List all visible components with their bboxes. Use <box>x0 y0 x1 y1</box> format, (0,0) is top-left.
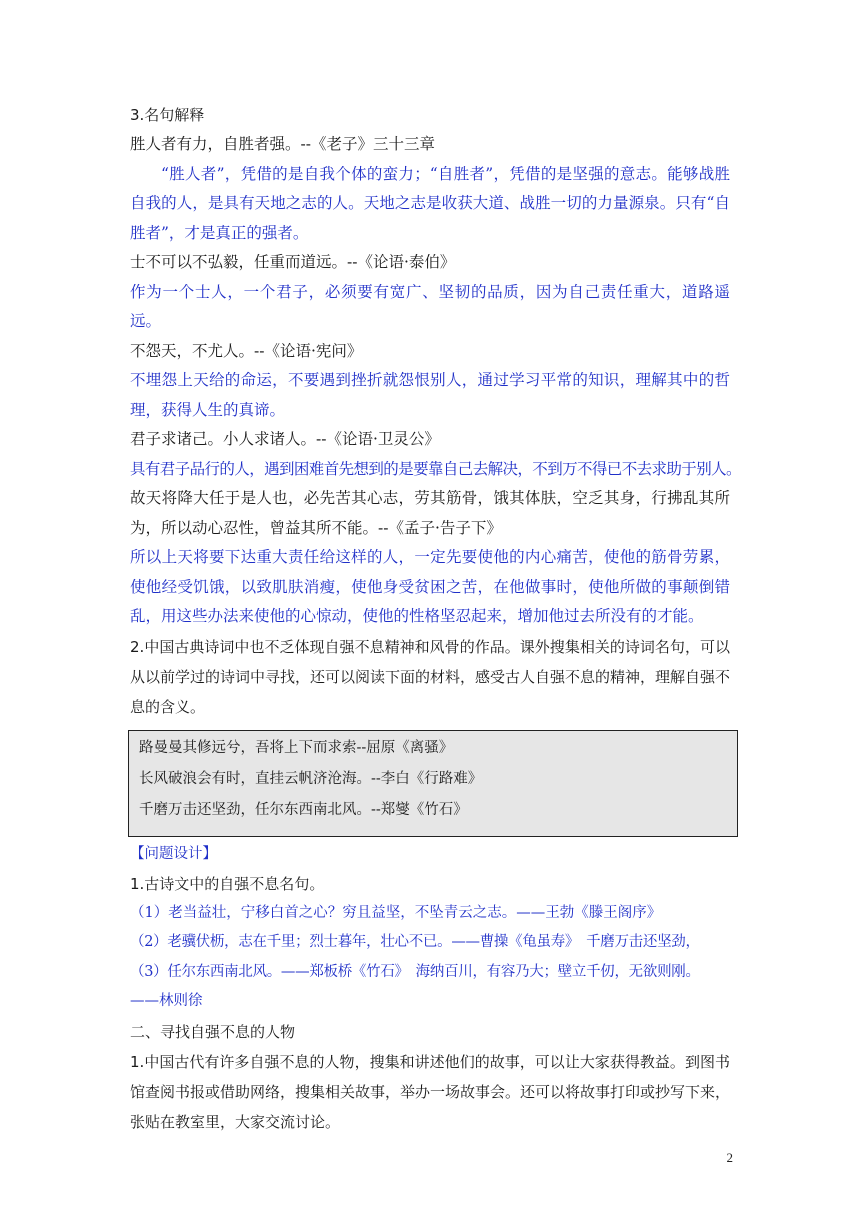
answer-line-1: （1）老当益壮，宁移白首之心？穷且益坚，不坠青云之志。——王勃《滕王阁序》 <box>130 904 662 921</box>
quote-2-explanation: 作为一个士人，一个君子，必须要有宽广、坚韧的品质，因为自己责任重大，道路遥远。 <box>130 282 730 330</box>
quote-5-explanation: 所以上天将要下达重大责任给这样的人，一定先要使他的内心痛苦，使他的筋骨劳累，使他经受饥饿，以致肌肤消瘦，使他身受贫困之苦，在他做事时，使他所做的事颠倒错乱，用这些办法来使他的心惊动，使他的性格坚忍起来，增加他过去所没有的才能。 <box>130 548 730 625</box>
poem-line: 长风破浪会有时，直挂云帆济沧海。--李白《行路难》 <box>139 770 483 787</box>
answer-line-2: （2）老骥伏枥，志在千里；烈士暮年，壮心不已。——曹操《龟虽寿》 千磨万击还坚劲， <box>130 934 700 950</box>
section-2-heading: 二、寻找自强不息的人物 <box>130 1022 296 1041</box>
poem-quote-box <box>128 730 738 837</box>
quote-5: 故天将降大任于是人也，必先苦其心志，劳其筋骨，饿其体肤，空乏其身，行拂乱其所为，所以动心忍性，曾益其所不能。--《孟子·告子下》 <box>130 489 730 537</box>
question-1-heading: 1.古诗文中的自强不息名句。 <box>130 874 325 893</box>
document-page <box>130 100 741 1137</box>
poem-line: 千磨万击还坚劲，任尔东西南北风。--郑燮《竹石》 <box>139 801 468 818</box>
quote-1: 胜人者有力，自胜者强。--《老子》三十三章 <box>130 135 435 153</box>
quote-4-explanation: 具有君子品行的人，遇到困难首先想到的是要靠自己去解决，不到万不得已不去求助于别人。 <box>130 459 741 478</box>
section-3-heading: 3.名句解释 <box>130 106 205 124</box>
quote-2: 士不可以不弘毅，任重而道远。--《论语·泰伯》 <box>130 253 456 271</box>
quote-3: 不怨天，不尤人。--《论语·宪问》 <box>130 341 363 360</box>
task-people-instruction: 1.中国古代有许多自强不息的人物，搜集和讲述他们的故事，可以让大家获得教益。到图书馆查阅书报或借助网络，搜集相关故事，举办一场故事会。还可以将故事打印或抄写下来，张贴在教室里，大家交流讨论。 <box>130 1052 731 1131</box>
answer-line-3: （3）任尔东西南北风。——郑板桥《竹石》 海纳百川，有容乃大；壁立千仞，无欲则刚。 <box>130 963 700 980</box>
question-design-title: 【问题设计】 <box>130 845 217 862</box>
quote-4: 君子求诸己。小人求诸人。--《论语·卫灵公》 <box>130 430 440 448</box>
page-number: 2 <box>726 1150 733 1165</box>
poem-line: 路曼曼其修远兮，吾将上下而求索--屈原《离骚》 <box>139 739 454 756</box>
task-2-instruction: 2.中国古典诗词中也不乏体现自强不息精神和风骨的作品。课外搜集相关的诗词名句，可以从以前学过的诗词中寻找，还可以阅读下面的材料，感受古人自强不息的精神，理解自强不息的含义。 <box>130 637 731 716</box>
answer-line-4: ——林则徐 <box>130 993 203 1009</box>
quote-1-explanation: “胜人者”，凭借的是自我个体的蛮力；“自胜者”，凭借的是坚强的意志。能够战胜自我的人，是具有天地之志的人。天地之志是收获大道、战胜一切的力量源泉。只有“自胜者”，才是真正的强者。 <box>130 164 730 242</box>
quote-3-explanation: 不埋怨上天给的命运，不要遇到挫折就怨恨别人，通过学习平常的知识，理解其中的哲理，获得人生的真谛。 <box>130 371 730 419</box>
